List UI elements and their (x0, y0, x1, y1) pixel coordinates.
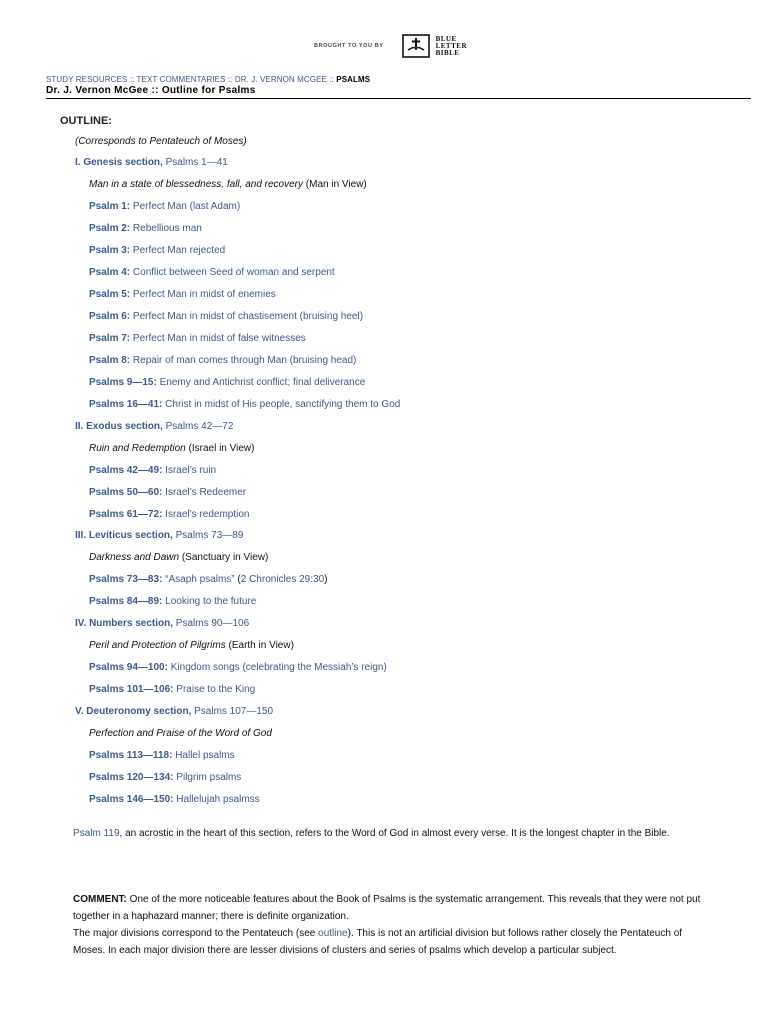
breadcrumb-link[interactable]: STUDY RESOURCES (46, 75, 128, 84)
brought-by-text: BROUGHT TO YOU BY (314, 43, 384, 49)
outline-item: Psalm 2: Rebellious man (89, 223, 202, 234)
outline-item: Psalms 42—49: Israel’s ruin (89, 465, 217, 476)
psalm119-paragraph: Psalm 119, an acrostic in the heart of this section, refers to the Word of God in almost every verse. It is the longest chapter in the Bible. (73, 828, 670, 839)
outline-item: Psalm 6: Perfect Man in midst of chastisement (bruising heel) (89, 311, 364, 322)
outline-item: Psalms 61—72: Israel’s redemption (89, 509, 250, 520)
section-heading: III. Leviticus section, Psalms 73—89 (75, 530, 244, 541)
section-heading: II. Exodus section, Psalms 42—72 (75, 421, 234, 432)
outline-item: Psalms 94—100: Kingdom songs (celebrating the Messiah’s reign) (89, 662, 387, 673)
scripture-link[interactable]: 2 Chronicles 29:30 (240, 574, 325, 585)
title-divider (46, 98, 751, 99)
outline-item: Psalms 84—89: Looking to the future (89, 596, 257, 607)
section-theme: Man in a state of blessedness, fall, and recovery (Man in View) (89, 179, 367, 190)
breadcrumb-current: PSALMS (336, 75, 371, 84)
comment-label: COMMENT: (73, 894, 127, 905)
outline-item: Psalm 5: Perfect Man in midst of enemies (89, 289, 276, 300)
breadcrumb-link[interactable]: DR. J. VERNON MCGEE (234, 75, 327, 84)
outline-item: Psalms 73—83: “Asaph psalms” (2 Chronicles 29:30) (89, 574, 328, 585)
outline-item: Psalms 120—134: Pilgrim psalms (89, 772, 242, 783)
outline-link[interactable]: outline (318, 928, 348, 939)
brand-header (314, 33, 467, 59)
outline-item: Psalms 16—41: Christ in midst of His people, sanctifying them to God (89, 399, 401, 410)
outline-item: Psalm 3: Perfect Man rejected (89, 245, 226, 256)
outline-heading: OUTLINE: (60, 115, 112, 127)
page-title: Dr. J. Vernon McGee :: Outline for Psalms (46, 85, 256, 96)
comment-paragraph: COMMENT: One of the more noticeable features about the Book of Psalms is the systematic arrangement. This reveals that they were not put together in a haphazard manner; there is definite organization. The major divisions correspond to the Pentateuch (see outline). This is not an artificial division but follows rather closely the Pentateuch of Moses. In each major division there are lesser divisions of clusters and series of psalms which develop a particular subject. (73, 894, 701, 956)
brand-name: BLUE LETTER BIBLE (435, 34, 467, 57)
outline-item: Psalms 101—106: Praise to the King (89, 684, 256, 695)
blue-letter-bible-logo[interactable] (402, 33, 467, 59)
breadcrumb-link[interactable]: TEXT COMMENTARIES (136, 75, 226, 84)
section-heading: IV. Numbers section, Psalms 90—106 (75, 618, 250, 629)
outline-item: Psalm 1: Perfect Man (last Adam) (89, 201, 241, 212)
bible-book-icon (402, 33, 432, 59)
corresponds-note: (Corresponds to Pentateuch of Moses) (75, 136, 247, 147)
outline-item: Psalm 4: Conflict between Seed of woman and serpent (89, 267, 335, 278)
section-ref-link[interactable]: Psalms 1—41 (165, 157, 228, 168)
section-heading: I. Genesis section, Psalms 1—41 (75, 157, 228, 168)
section-theme: Perfection and Praise of the Word of God (89, 728, 272, 739)
section-ref-link[interactable]: Psalms 73—89 (175, 530, 244, 541)
section-ref-link[interactable]: Psalms 107—150 (194, 706, 274, 717)
section-ref-link[interactable]: Psalms 42—72 (165, 421, 234, 432)
section-theme: Peril and Protection of Pilgrims (Earth in View) (89, 640, 294, 651)
section-heading: V. Deuteronomy section, Psalms 107—150 (75, 706, 274, 717)
outline-item: Psalms 50—60: Israel’s Redeemer (89, 487, 247, 498)
outline-item: Psalms 113—118: Hallel psalms (89, 750, 235, 761)
outline-item: Psalms 9—15: Enemy and Antichrist conflict; final deliverance (89, 377, 366, 388)
section-theme: Ruin and Redemption (Israel in View) (89, 443, 255, 454)
outline-item: Psalms 146—150: Hallelujah psalmss (89, 794, 260, 805)
psalm119-link[interactable]: Psalm 119 (73, 828, 120, 839)
outline-item: Psalm 7: Perfect Man in midst of false witnesses (89, 333, 306, 344)
section-ref-link[interactable]: Psalms 90—106 (175, 618, 250, 629)
breadcrumb: STUDY RESOURCES :: TEXT COMMENTARIES :: DR. J. VERNON MCGEE :: PSALMS (46, 75, 371, 84)
section-theme: Darkness and Dawn (Sanctuary in View) (89, 552, 269, 563)
outline-item: Psalm 8: Repair of man comes through Man (bruising head) (89, 355, 357, 366)
